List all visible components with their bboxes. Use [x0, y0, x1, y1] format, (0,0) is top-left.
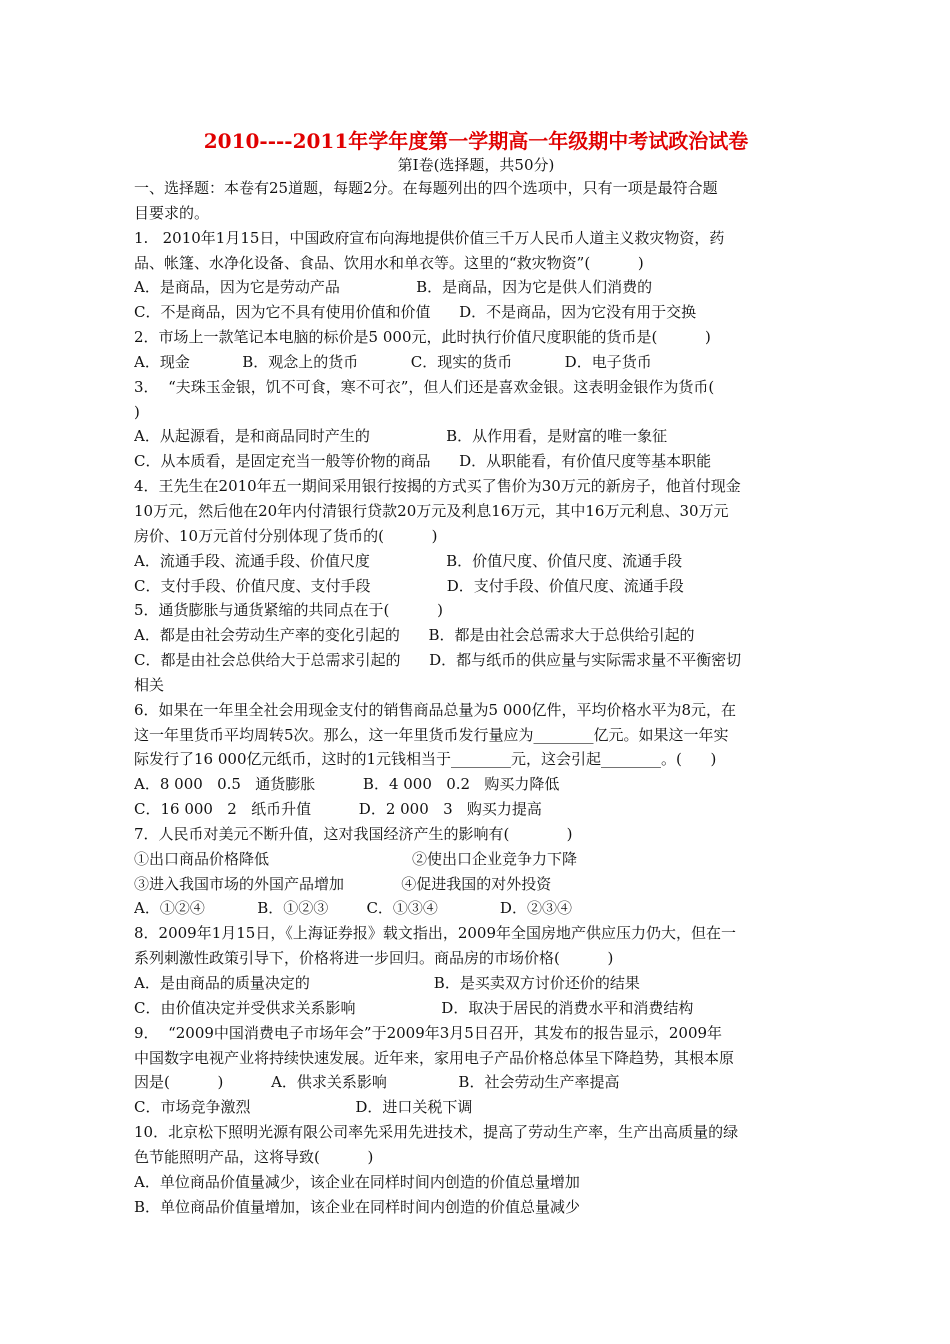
- text-line: 9． “2009中国消费电子市场年会”于2009年3月5日召开，其发布的报告显示，2009年: [134, 1023, 723, 1042]
- text-line: C．支付手段、价值尺度、支付手段 D．支付手段、价值尺度、流通手段: [134, 576, 684, 595]
- text-line: 房价、10万元首付分别体现了货币的( ): [134, 526, 438, 545]
- text-line: 际发行了16 000亿元纸币，这时的1元钱相当于________元，这会引起________。( ): [134, 750, 717, 769]
- text-line: ①出口商品价格降低 ②使出口企业竞争力下降: [134, 849, 578, 868]
- text-line: A．都是由社会劳动生产率的变化引起的 B．都是由社会总需求大于总供给引起的: [134, 626, 695, 645]
- text-line: 系列刺激性政策引导下，价格将进一步回归。商品房的市场价格( ): [134, 949, 614, 968]
- text-line: ③进入我国市场的外国产品增加 ④促进我国的对外投资: [134, 874, 552, 893]
- text-line: 2．市场上一款笔记本电脑的标价是5 000元，此时执行价值尺度职能的货币是( ): [134, 328, 711, 347]
- text-line: 10．北京松下照明光源有限公司率先采用先进技术，提高了劳动生产率，生产出高质量的绿: [134, 1123, 739, 1142]
- text-line: B．单位商品价值量增加，该企业在同样时间内创造的价值总量减少: [134, 1197, 581, 1216]
- text-line: 相关: [134, 675, 165, 694]
- text-line: 色节能照明产品，这将导致( ): [134, 1147, 374, 1166]
- text-line: A．现金 B．观念上的货币 C．现实的货币 D．电子货币: [134, 352, 652, 371]
- text-line: 因是( ) A．供求关系影响 B．社会劳动生产率提高: [134, 1073, 620, 1092]
- exam-title: 2010----2011年学年度第一学期高一年级期中考试政治试卷: [203, 129, 749, 153]
- text-line: 10万元，然后他在20年内付清银行贷款20万元及利息16万元，其中16万元利息、30万元: [134, 501, 729, 520]
- exam-subtitle: 第Ⅰ卷(选择题，共50分): [397, 156, 555, 174]
- text-line: A．①②④ B．①②③ C．①③④ D．②③④: [134, 899, 572, 918]
- text-line: ): [134, 402, 140, 421]
- text-line: 目要求的。: [134, 203, 210, 222]
- text-line: 中国数字电视产业将持续快速发展。近年来，家用电子产品价格总体呈下降趋势，其根本原: [134, 1048, 735, 1067]
- text-line: C．都是由社会总供给大于总需求引起的 D．都与纸币的供应量与实际需求量不平衡密切: [134, 651, 742, 670]
- text-line: C．市场竞争激烈 D．进口关税下调: [134, 1098, 473, 1117]
- text-line: 这一年里货币平均周转5次。那么，这一年里货币发行量应为________亿元。如果这一年实: [134, 725, 729, 744]
- text-line: 3． “夫珠玉金银，饥不可食，寒不可衣”，但人们还是喜欢金银。这表明金银作为货币(: [134, 377, 715, 396]
- text-line: 8．2009年1月15日，《上海证券报》载文指出，2009年全国房地产供应压力仍大，但在一: [134, 924, 737, 943]
- text-line: 1. 2010年1月15日，中国政府宣布向海地提供价值三千万人民币人道主义救灾物资，药: [134, 228, 725, 247]
- text-line: A．从起源看，是和商品同时产生的 B．从作用看，是财富的唯一象征: [134, 427, 668, 446]
- text-line: C．由价值决定并受供求关系影响 D．取决于居民的消费水平和消费结构: [134, 998, 694, 1017]
- text-line: C．16 000 2 纸币升值 D．2 000 3 购买力提高: [134, 800, 542, 819]
- exam-body: [134, 176, 818, 1219]
- text-line: A．单位商品价值量减少，该企业在同样时间内创造的价值总量增加: [134, 1172, 580, 1191]
- text-line: 5．通货膨胀与通货紧缩的共同点在于( ): [134, 601, 443, 620]
- text-line: A．8 000 0.5 通货膨胀 B．4 000 0.2 购买力降低: [134, 775, 560, 794]
- text-line: A．是由商品的质量决定的 B．是买卖双方讨价还价的结果: [134, 974, 640, 992]
- text-line: 7．人民币对美元不断升值，这对我国经济产生的影响有( ): [134, 824, 573, 843]
- text-line: C．从本质看，是固定充当一般等价物的商品 D．从职能看，有价值尺度等基本职能: [134, 452, 712, 471]
- text-line: 品、帐篷、水净化设备、食品、饮用水和单衣等。这里的“救灾物资”( ): [134, 253, 644, 272]
- exam-page: [134, 128, 818, 1219]
- text-line: 4．王先生在2010年五一期间采用银行按揭的方式买了售价为30万元的新房子，他首付现金: [134, 477, 741, 496]
- text-line: 一、选择题：本卷有25道题，每题2分。在每题列出的四个选项中，只有一项是最符合题: [134, 179, 718, 197]
- text-line: A．流通手段、流通手段、价值尺度 B．价值尺度、价值尺度、流通手段: [134, 551, 683, 570]
- text-line: C．不是商品，因为它不具有使用价值和价值 D．不是商品，因为它没有用于交换: [134, 303, 697, 322]
- text-line: A．是商品，因为它是劳动产品 B．是商品，因为它是供人们消费的: [134, 278, 653, 297]
- text-line: 6．如果在一年里全社会用现金支付的销售商品总量为5 000亿件，平均价格水平为8元，在: [134, 700, 737, 719]
